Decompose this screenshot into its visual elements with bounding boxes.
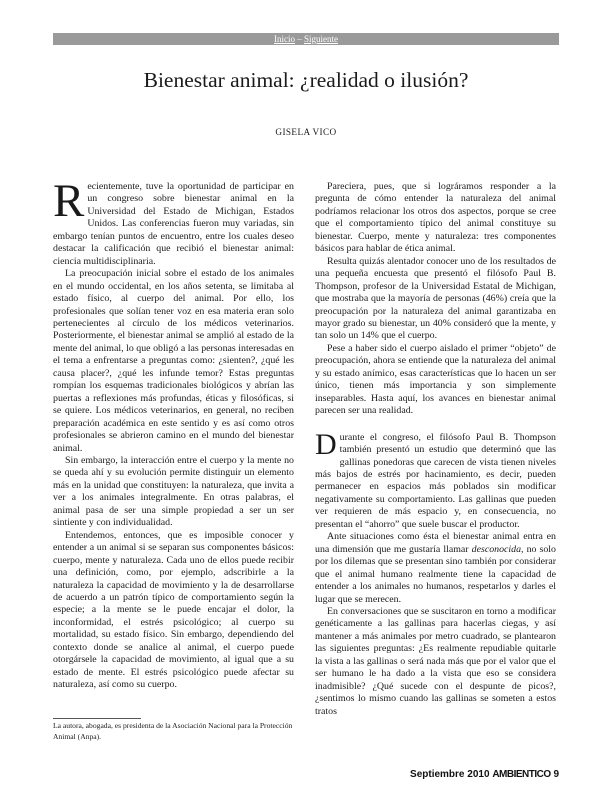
page-number: 9 — [553, 769, 559, 780]
magazine-brand: AMBIENTICO — [492, 769, 551, 780]
issue-date: Septiembre 2010 — [410, 769, 490, 780]
paragraph-3: Sin embargo, la interacción entre el cuerpo y la mente no se queda ahí y su evolución permite distinguir un elemento más en la unidad que constituyen: la naturaleza, que invita a ver a los animales integralmente. En otras palabras, el animal pasa de ser una simple propiedad a ser un ser sintiente y con individualidad. — [53, 454, 294, 529]
paragraph-9 — [315, 531, 556, 606]
article-title: Bienestar animal: ¿realidad o ilusión? — [143, 68, 469, 92]
article-author: GISELA VICO — [275, 127, 337, 137]
paragraph-9-end: , no solo por los dilemas que se presentan sino también por considerar que el animal humano realmente tiene la capacidad de entender a los animales no humanos, respetarlos y darles el lugar que se merecen. — [315, 543, 556, 605]
footnote-divider — [53, 718, 141, 719]
page-footer — [400, 769, 559, 780]
paragraph-8 — [315, 427, 556, 532]
nav-separator: – — [297, 34, 302, 44]
left-column — [53, 175, 294, 692]
paragraph-4: Entendemos, entonces, que es imposible conocer y entender a un animal si se separan sus componentes básicos: cuerpo, mente y naturaleza. Cada uno de ellos puede recibir una definición, como, por ejemplo, adscribirle a la naturaleza la capacidad de movimiento y la de desarrollarse de acuerdo a un patrón típico de comportamiento según la especie; a la mente se le puede encajar el dolor, la inconformidad, el estrés psicológico; al cuerpo su mortalidad, su estado físico. Sin embargo, dependiendo del contexto donde se analice al animal, el cuerpo puede otorgársele la capacidad de movimiento, al igual que a su estado de mente. El estrés psicológico puede afectar su naturaleza, así como su cuerpo. — [53, 529, 294, 691]
home-link[interactable]: Inicio — [274, 34, 295, 44]
footnote: La autora, abogada, es presidenta de la Asociación Nacional para la Protección Animal (Anpa). — [53, 721, 293, 741]
section-break — [315, 418, 556, 432]
italic-word: desconocida — [471, 543, 522, 555]
drop-cap-section: D — [315, 427, 337, 461]
drop-cap: R — [53, 175, 85, 227]
paragraph-9-start: Ante situaciones como ésta el bienestar animal entra en una dimensión que me gustaría llamar — [315, 531, 556, 555]
paragraph-8-text: urante el congreso, el filósofo Paul B. Thompson también presentó un estudio que determinó que las gallinas ponedoras que carecen de vista tienen niveles más bajos de estrés por hacinamiento, es decir, pueden permanecer en espacios más poblados sin modificar negativamente su comportamiento. Las gallinas que pueden ver requieren de más espacio y, en consecuencia, no presentan el “ahorro” que suele buscar el productor. — [315, 431, 556, 530]
paragraph-2: La preocupación inicial sobre el estado de los animales en el mundo occidental, en los años setenta, se limitaba al estado físico, al cuerpo del animal. Por ello, los profesionales que solían tener voz en esa materia eran solo pertenecientes al círculo de los médicos veterinarios. Posteriormente, el bienestar animal se amplió al estado de la mente del animal, lo que obligó a las personas interesadas en el tema a enfrentarse a preguntas como: ¿sienten?, ¿qué les causa placer?, ¿qué les infunde temor? Estas preguntas rompían los esquemas tradicionales biológicos y abrían las puertas a reflexiones más profundas, éticas y filosóficas, si se quiere. Los médicos veterinarios, en general, no reciben preparación académica en este sentido y es así como otros profesionales se abrieron camino en el mundo del bienestar animal. — [53, 268, 294, 454]
paragraph-10: En conversaciones que se suscitaron en torno a modificar genéticamente a las gallinas para hacerlas ciegas, y así mantener a más animales por metro cuadrado, se plantearon las siguientes preguntas: ¿Es realmente repudiable quitarle la vista a las gallinas o será nada más que por el valor que el ser humano le ha dado a la vista que eso se considera inadmisible? ¿Qué sucede con el despunte de picos?, ¿sentimos lo mismo cuando las gallinas se someten a estos tratos — [315, 605, 556, 717]
right-column — [315, 181, 556, 718]
paragraph-1-text: ecientemente, tuve la oportunidad de participar en un congreso sobre bienestar animal en la Universidad del Estado de Michigan, Estados Unidos. Las conferencias fueron muy variadas, sin embargo tenían puntos de encuentro, entre los cuales deseo destacar la calificación que recibió el bienestar animal: ciencia multidisciplinaria. — [53, 181, 294, 267]
paragraph-5: Pareciera, pues, que si lográramos responder a la pregunta de cómo entender la naturaleza del animal podríamos relacionar los otros dos aspectos, porque se cree que el comportamiento típico del animal constituye su bienestar. Cuerpo, mente y naturaleza: tres componentes básicos para hablar de ética animal. — [315, 181, 556, 255]
paragraph-6: Resulta quizás alentador conocer uno de los resultados de una pequeña encuesta que presentó el filósofo Paul B. Thompson, profesor de la Universidad Estatal de Michigan, que mostraba que la mayoría de personas (46%) creía que la preocupación por la naturaleza del animal garantizaba en mayor grado su bienestar, un 40% consideró que la mente, y tan solo un 14% que el cuerpo. — [315, 255, 556, 342]
next-link[interactable]: Siguiente — [304, 34, 338, 44]
navigation-bar — [53, 33, 559, 45]
paragraph-7: Pese a haber sido el cuerpo aislado el primer “objeto” de preocupación, ahora se entiende que la naturaleza del animal y su estado anímico, esas características que lo hacen un ser único, tienen más importancia y son simplemente inseparables. Hasta aquí, los avances en bienestar animal parecen ser una realidad. — [315, 342, 556, 417]
paragraph-1 — [53, 175, 294, 268]
